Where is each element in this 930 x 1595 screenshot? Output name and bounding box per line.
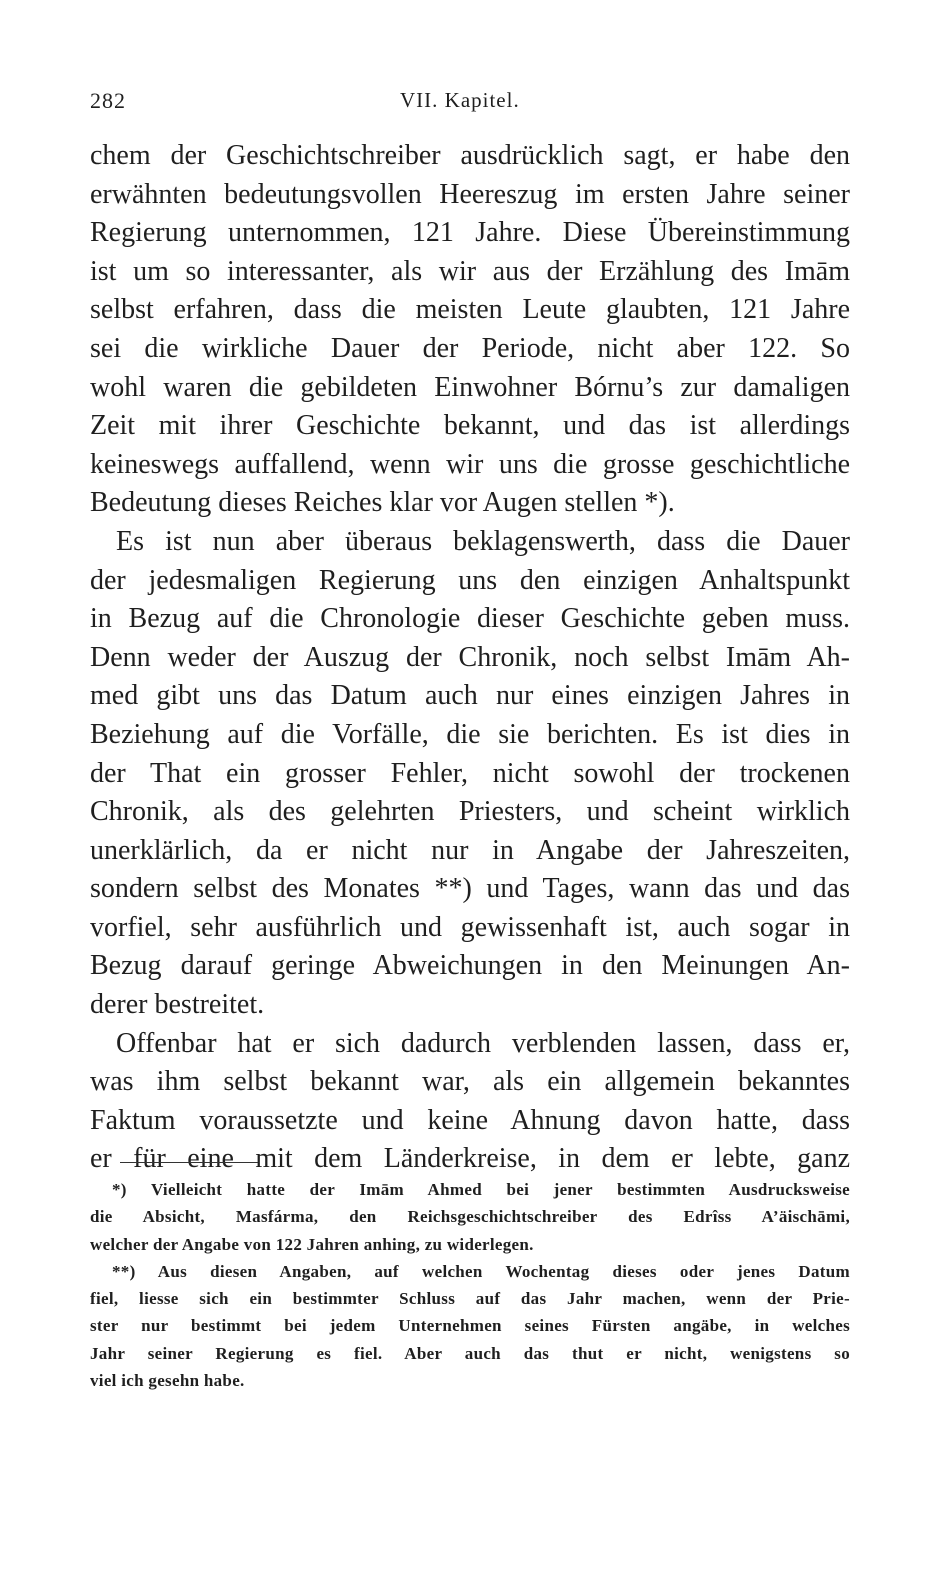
footnote-line: *) Vielleicht hatte der Imām Ahmed bei jener bestimmten Ausdrucksweise [112,1180,850,1199]
text-line: Zeit mit ihrer Geschichte bekannt, und das ist allerdings [90,410,850,442]
text-line: Regierung unternommen, 121 Jahre. Diese Übereinstimmung [90,217,850,249]
text-line: keineswegs auffallend, wenn wir uns die grosse geschichtliche [90,448,850,480]
text-line: selbst erfahren, dass die meisten Leute glaubten, 121 Jahre [90,294,850,326]
text-line: sondern selbst des Monates **) und Tages, wann das und das [90,873,850,905]
text-line: er für eine mit dem Länderkreise, in dem er lebte, ganz [90,1143,850,1175]
page-header [90,88,850,118]
text-line: Chronik, als des gelehrten Priesters, und scheint wirklich [90,796,850,828]
footnote-line: **) Aus diesen Angaben, auf welchen Wochentag dieses oder jenes Datum [112,1261,850,1281]
text-line: wohl waren die gebildeten Einwohner Bórnu’s zur damaligen [90,371,850,403]
footnote-line: welcher der Angabe von 122 Jahren anhing, zu widerlegen. [90,1234,534,1254]
text-line: in Bezug auf die Chronologie dieser Geschichte geben muss. [90,603,850,635]
text-line: der That ein grosser Fehler, nicht sowohl der trockenen [90,757,850,789]
text-line: Bezug darauf geringe Abweichungen in den Meinungen An- [90,950,850,982]
text-line: med gibt uns das Datum auch nur eines einzigen Jahres in [90,680,850,712]
text-line: Es ist nun aber überaus beklagenswerth, dass die Dauer [116,525,850,557]
footnote-line: fiel, liesse sich ein bestimmter Schluss auf das Jahr machen, wenn der Prie- [90,1289,850,1309]
text-line: Offenbar hat er sich dadurch verblenden lassen, dass er, [116,1027,850,1059]
text-line: Beziehung auf die Vorfälle, die sie berichten. Es ist dies in [90,718,850,750]
text-line: Denn weder der Auszug der Chronik, noch selbst Imām Ah- [90,641,850,673]
text-line: ist um so interessanter, als wir aus der Erzählung des Imām [90,255,850,287]
text-line: Faktum voraussetzte und keine Ahnung davon hatte, dass [90,1104,850,1136]
text-line: derer bestreitet. [90,989,265,1021]
footnote-divider [120,1162,258,1163]
text-line: unerklärlich, da er nicht nur in Angabe der Jahreszeiten, [90,834,850,866]
text-line: der jedesmaligen Regierung uns den einzigen Anhaltspunkt [90,564,850,596]
text-line: sei die wirkliche Dauer der Periode, nicht aber 122. So [90,332,850,364]
text-line: vorfiel, sehr ausführlich und gewissenhaft ist, auch sogar in [90,911,850,943]
text-line: erwähnten bedeutungsvollen Heereszug im ersten Jahre seiner [90,178,850,210]
page-number: 282 [90,88,126,113]
text-line: Bedeutung dieses Reiches klar vor Augen stellen *). [90,487,675,519]
footnote-line: viel ich gesehn habe. [90,1371,245,1391]
footnotes [90,1176,850,1394]
main-text [90,137,850,1179]
footnote-line: Jahr seiner Regierung es fiel. Aber auch das thut er nicht, wenigstens so [90,1343,850,1363]
footnote-line: ster nur bestimmt bei jedem Unternehmen seines Fürsten angäbe, in welches [90,1316,850,1336]
text-line: chem der Geschichtschreiber ausdrücklich sagt, er habe den [90,140,850,171]
running-head: VII. Kapitel. [400,88,520,112]
footnote-line: die Absicht, Masfárma, den Reichsgeschichtschreiber des Edrîss A’äischāmi, [90,1207,850,1227]
text-line: was ihm selbst bekannt war, als ein allgemein bekanntes [90,1066,850,1098]
